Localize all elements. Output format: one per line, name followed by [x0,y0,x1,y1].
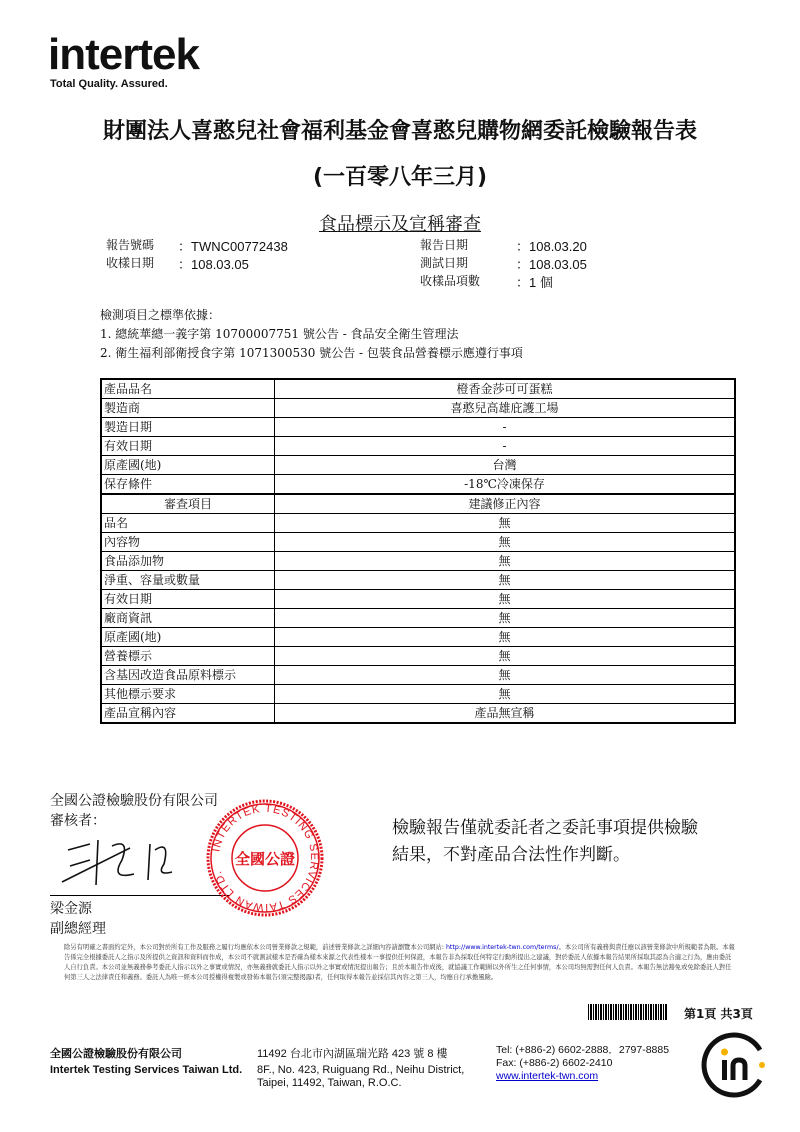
report-no-label: 報告號碼 [106,238,155,252]
row-value: 無 [275,514,736,533]
reviewer-position: 副總經理 [50,921,106,937]
row-label: 保存條件 [101,475,275,495]
row-value: 無 [275,609,736,628]
row-value: -18℃冷凍保存 [275,475,736,495]
review-row [101,647,735,666]
product-info-row [101,399,735,418]
footer-website-link[interactable]: www.intertek-twn.com [496,1070,599,1082]
row-label: 內容物 [101,533,275,552]
footer-address-en: Taipei, 11492, Taiwan, R.O.C. [257,1077,402,1089]
product-info-row [101,379,735,399]
page-indicator: 第1頁 共3頁 [684,1007,753,1021]
receive-date-label: 收樣日期 [106,256,155,270]
tagline: Total Quality. Assured. [50,78,168,90]
intertek-in-logo-icon [700,1030,766,1100]
barcode [588,1004,668,1020]
review-row [101,685,735,704]
review-row [101,609,735,628]
row-value: 台灣 [275,456,736,475]
row-value: 無 [275,685,736,704]
review-row [101,704,735,724]
reviewer-label: 審核者： [50,813,106,829]
review-table [100,378,736,724]
footer-company-zh: 全國公證檢驗股份有限公司 [50,1048,182,1060]
disclaimer-text: 除另有明確之書面約定外，本公司對於所有工作及服務之履行均應依本公司營業條款之規範，前述營業條款之詳細內容請瀏覽本公司網站: [64,944,446,951]
product-info-row [101,456,735,475]
row-label: 原產國(地) [101,628,275,647]
footer-company-en: Intertek Testing Services Taiwan Ltd. [50,1064,243,1076]
disclaimer-note [392,815,698,869]
review-row [101,628,735,647]
row-value: 產品無宣稱 [275,704,736,724]
row-label: 淨重、容量或數量 [101,571,275,590]
report-no: ：TWNC00772438 [178,239,288,254]
signature [60,830,180,890]
row-value: - [275,437,736,456]
sample-count: ：1 個 [516,275,553,290]
terms-link[interactable]: http://www.intertek-twn.com/terms/ [445,944,559,951]
signature-line [50,895,230,896]
note-line: 檢驗報告僅就委託者之委託事項提供檢驗 [392,818,698,838]
review-row [101,514,735,533]
row-label: 製造商 [101,399,275,418]
signoff-company: 全國公證檢驗股份有限公司 [50,793,218,809]
row-label: 產品品名 [101,379,275,399]
row-value: 喜憨兒高雄庇護工場 [275,399,736,418]
row-label: 營養標示 [101,647,275,666]
row-value: 無 [275,533,736,552]
row-value: 無 [275,590,736,609]
sample-count-label: 收樣品項數 [420,274,481,288]
row-value: 無 [275,666,736,685]
row-value: 橙香金莎可可蛋糕 [275,379,736,399]
legal-disclaimer [64,943,736,983]
standard-item: 2. 衛生福利部衛授食字第 1071300530 號公告 - 包裝食品營養標示應遵行事項 [100,346,523,360]
row-label: 食品添加物 [101,552,275,571]
footer-address-en: 8F., No. 423, Ruiguang Rd., Neihu District, [257,1064,465,1076]
product-info-row [101,437,735,456]
report-date-label: 報告日期 [420,238,469,252]
standard-item: 1. 總統華總一義字第 10700007751 號公告 - 食品安全衛生管理法 [100,327,459,341]
row-value: 無 [275,552,736,571]
review-row [101,571,735,590]
header-suggestion: 建議修正內容 [275,494,736,514]
test-date: ：108.03.05 [516,257,587,272]
review-header-row [101,494,735,514]
product-info-row [101,418,735,437]
test-date-label: 測試日期 [420,256,469,270]
svg-text:全國公證: 全國公證 [234,850,296,868]
review-row [101,533,735,552]
row-value: 無 [275,628,736,647]
receive-date: ：108.03.05 [178,257,249,272]
row-value: 無 [275,647,736,666]
row-label: 其他標示要求 [101,685,275,704]
report-subtitle: (一百零八年三月) [312,165,488,190]
intertek-logo: intertek [48,30,199,79]
row-label: 含基因改造食品原料標示 [101,666,275,685]
review-row [101,590,735,609]
row-label: 品名 [101,514,275,533]
row-label: 有效日期 [101,590,275,609]
disclaimer-text: 。本公司所有義務與責任應以該營業條款中所規範者為限。本報告係完全根據委託人之指示及所提供之資訊和資料而作成，本公司不就測試樣本是否確為樣本來源之代表性樣本一事提供任何保證，本報告非為採取任何特定行動所提出之建議，對於委託人依據本報告結果所採取其認為合適之行為，應由委託人自行負責。本公司並無義務參考委託人指示以外之事實或情況，亦無義務就委託人指示以外之事實或情況提出報告；且於本報告作成後，就協議工作範圍以外所生之任何事情，本公司均無需對任何人負責。本報告無法豁免或免除委託人對任何第三人之法律責任和義務。委託人為唯一經本公司授權得複製或發佈本報告(須完整揭露)者，任何取得本報告並採信其內容之第三人，均應自行承擔風險。 [64,944,735,981]
review-row [101,666,735,685]
row-value: 無 [275,571,736,590]
row-label: 製造日期 [101,418,275,437]
product-info-row [101,475,735,495]
row-value: - [275,418,736,437]
review-row [101,552,735,571]
section-title: 食品標示及宣稱審查 [319,214,481,235]
company-seal [205,798,325,918]
row-label: 原產國(地) [101,456,275,475]
reviewer-name: 梁金源 [50,901,92,917]
header-item: 審查項目 [101,494,275,514]
row-label: 產品宣稱內容 [101,704,275,724]
row-label: 有效日期 [101,437,275,456]
note-line: 結果，不對產品合法性作判斷。 [392,845,630,865]
footer-address-zh: 11492 台北市內湖區瑞光路 423 號 8 樓 [257,1048,448,1060]
report-title: 財團法人喜憨兒社會福利基金會喜憨兒購物網委託檢驗報告表 [102,119,697,144]
standards-heading: 檢測項目之標準依據： [100,308,221,322]
footer-fax: Fax: (+886-2) 6602-2410 [496,1057,613,1069]
svg-text:INTERTEK TESTING SERVICES TAIW: INTERTEK TESTING SERVICES TAIWAN LTD. [210,802,321,914]
footer-tel: Tel: (+886-2) 6602-2888．2797-8885 [496,1044,670,1056]
report-date: ：108.03.20 [516,239,587,254]
row-label: 廠商資訊 [101,609,275,628]
